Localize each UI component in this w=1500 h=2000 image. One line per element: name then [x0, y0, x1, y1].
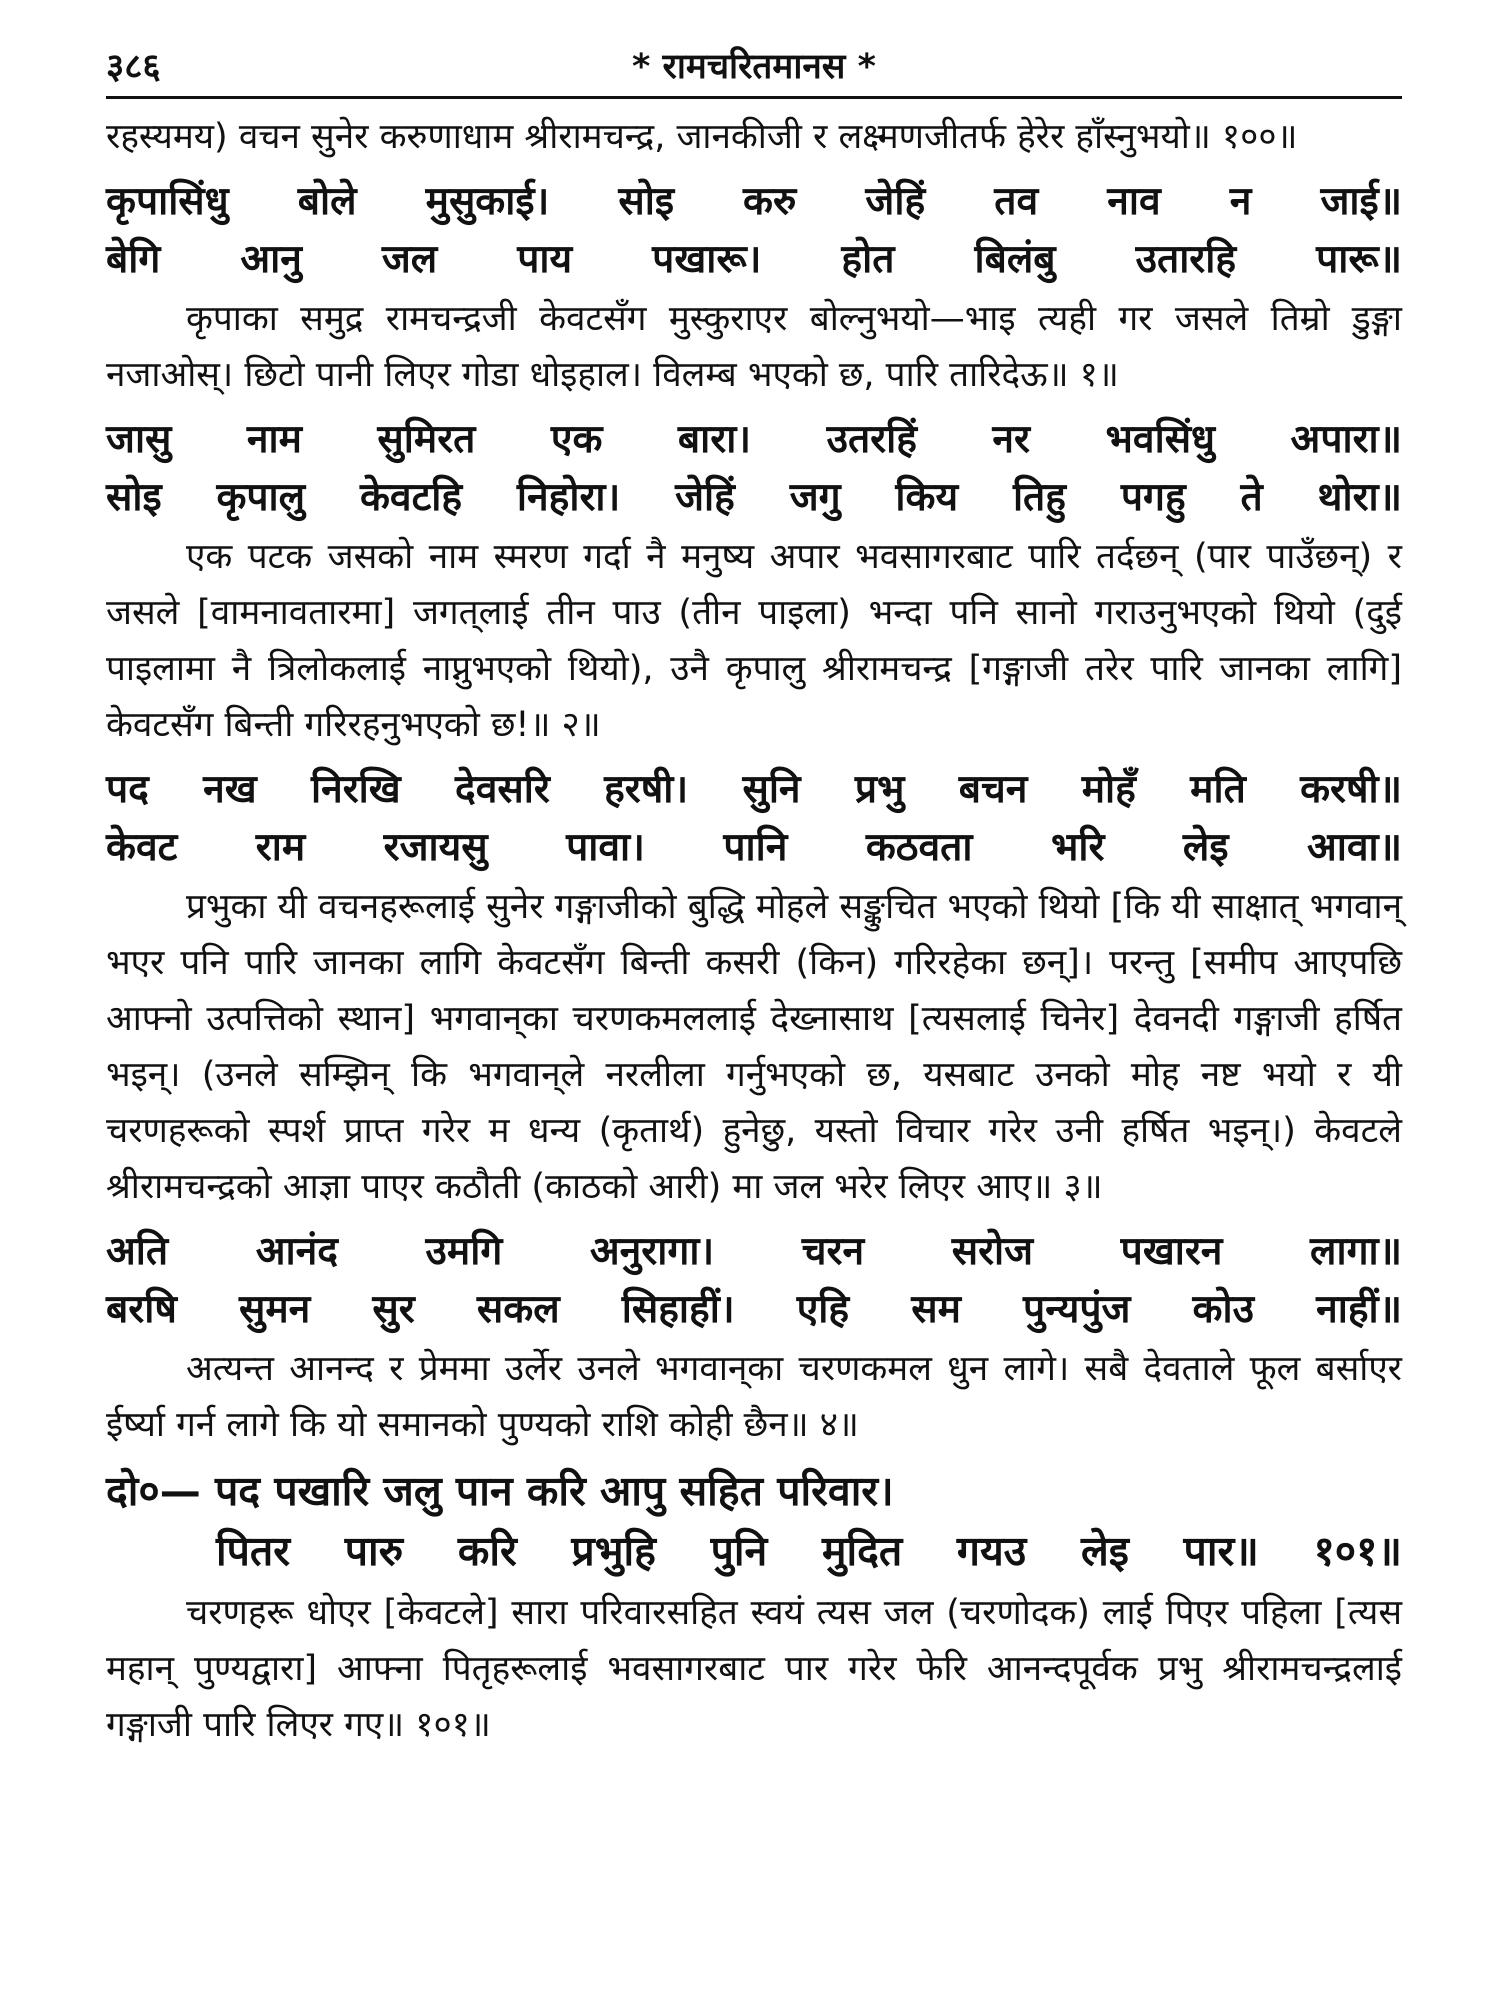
verse-line: जासु नाम सुमिरत एक बारा। उतरहिं नर भवसिंधु अपारा॥	[106, 417, 1402, 462]
verse-line: बरषि सुमन सुर सकल सिहाहीं। एहि सम पुन्यपुंज कोउ नाहीं॥	[106, 1287, 1402, 1332]
chaupai-verse	[106, 1223, 1402, 1339]
doha-line: दो०— पद पखारि जलु पान करि आपु सहित परिवार।	[106, 1467, 894, 1515]
doha-line: पितर पारु करि प्रभुहि पुनि मुदित गयउ लेइ पार॥ १०१॥	[216, 1527, 1402, 1575]
prose-paragraph: चरणहरू धोएर [केवटले] सारा परिवारसहित स्वयं त्यस जल (चरणोदक) लाई पिएर पहिला [त्यस महान् पुण्यद्वारा] आफ्ना पितृहरूलाई भवसागरबाट पार गरेर फेरि आनन्दपूर्वक प्रभु श्रीरामचन्द्रलाई गङ्गाजी पारि लिएर गए॥ १०१॥	[106, 1593, 1402, 1745]
verse-line: पद नख निरखि देवसरि हरषी। सुनि प्रभु बचन मोहँ मति करषी॥	[106, 767, 1402, 812]
prose-paragraph: एक पटक जसको नाम स्मरण गर्दा नै मनुष्य अपार भवसागरबाट पारि तर्दछन् (पार पाउँछन्) र जसले [वामनावतारमा] जगत्‌लाई तीन पाउ (तीन पाइला) भन्दा पनि सानो गराउनुभएको थियो (दुई पाइलामा नै त्रिलोकलाई नाप्नुभएको थियो), उनै कृपालु श्रीरामचन्द्र [गङ्गाजी तरेर पारि जानका लागि] केवटसँग बिन्ती गरिरहनुभएको छ!॥ २॥	[106, 537, 1402, 745]
chaupai-verse	[106, 173, 1402, 289]
verse-line: कृपासिंधु बोले मुसुकाई। सोइ करु जेहिं तव नाव न जाई॥	[106, 179, 1402, 224]
verse-line: बेगि आनु जल पाय पखारू। होत बिलंबु उतारहि पारू॥	[106, 237, 1402, 282]
chaupai-verse	[106, 761, 1402, 877]
chaupai-verse	[106, 411, 1402, 527]
prose-paragraph: कृपाका समुद्र रामचन्द्रजी केवटसँग मुस्कुराएर बोल्नुभयो—भाइ त्यही गर जसले तिम्रो डुङ्गा नजाओस्। छिटो पानी लिएर गोडा धोइहाल। विलम्ब भएको छ, पारि तारिदेऊ॥ १॥	[106, 299, 1402, 395]
running-title: * रामचरितमानस *	[632, 47, 876, 87]
verse-line: सोइ कृपालु केवटहि निहोरा। जेहिं जगु किय तिहु पगहु ते थोरा॥	[106, 475, 1402, 520]
doha-verse	[106, 1461, 1402, 1581]
header-rule	[106, 96, 1402, 99]
prose-paragraph: अत्यन्त आनन्द र प्रेममा उर्लेर उनले भगवान्‌का चरणकमल धुन लागे। सबै देवताले फूल बर्साएर ईर्ष्या गर्न लागे कि यो समानको पुण्यको राशि कोही छैन॥ ४॥	[106, 1349, 1402, 1445]
page-number: ३८६	[106, 47, 161, 87]
verse-line: अति आनंद उमगि अनुरागा। चरन सरोज पखारन लागा॥	[106, 1229, 1402, 1274]
page-header	[106, 38, 1402, 96]
prose-paragraph: प्रभुका यी वचनहरूलाई सुनेर गङ्गाजीको बुद्धि मोहले सङ्कुचित भएको थियो [कि यी साक्षात् भगवान् भएर पनि पारि जानका लागि केवटसँग बिन्ती कसरी (किन) गरिरहेका छन्]। परन्तु [समीप आएपछि आफ्नो उत्पत्तिको स्थान] भगवान्‌का चरणकमललाई देख्नासाथ [त्यसलाई चिनेर] देवनदी गङ्गाजी हर्षित भइन्। (उनले सम्झिन् कि भगवान्‌ले नरलीला गर्नुभएको छ, यसबाट उनको मोह नष्ट भयो र यी चरणहरूको स्पर्श प्राप्त गरेर म धन्य (कृतार्थ) हुनेछु, यस्तो विचार गरेर उनी हर्षित भइन्।) केवटले श्रीरामचन्द्रको आज्ञा पाएर कठौती (काठको आरी) मा जल भरेर लिएर आए॥ ३॥	[106, 887, 1402, 1207]
prose-paragraph: रहस्यमय) वचन सुनेर करुणाधाम श्रीरामचन्द्र, जानकीजी र लक्ष्मणजीतर्फ हेरेर हाँस्नुभयो॥ १००॥	[106, 117, 1298, 157]
verse-line: केवट राम रजायसु पावा। पानि कठवता भरि लेइ आवा॥	[106, 825, 1402, 870]
